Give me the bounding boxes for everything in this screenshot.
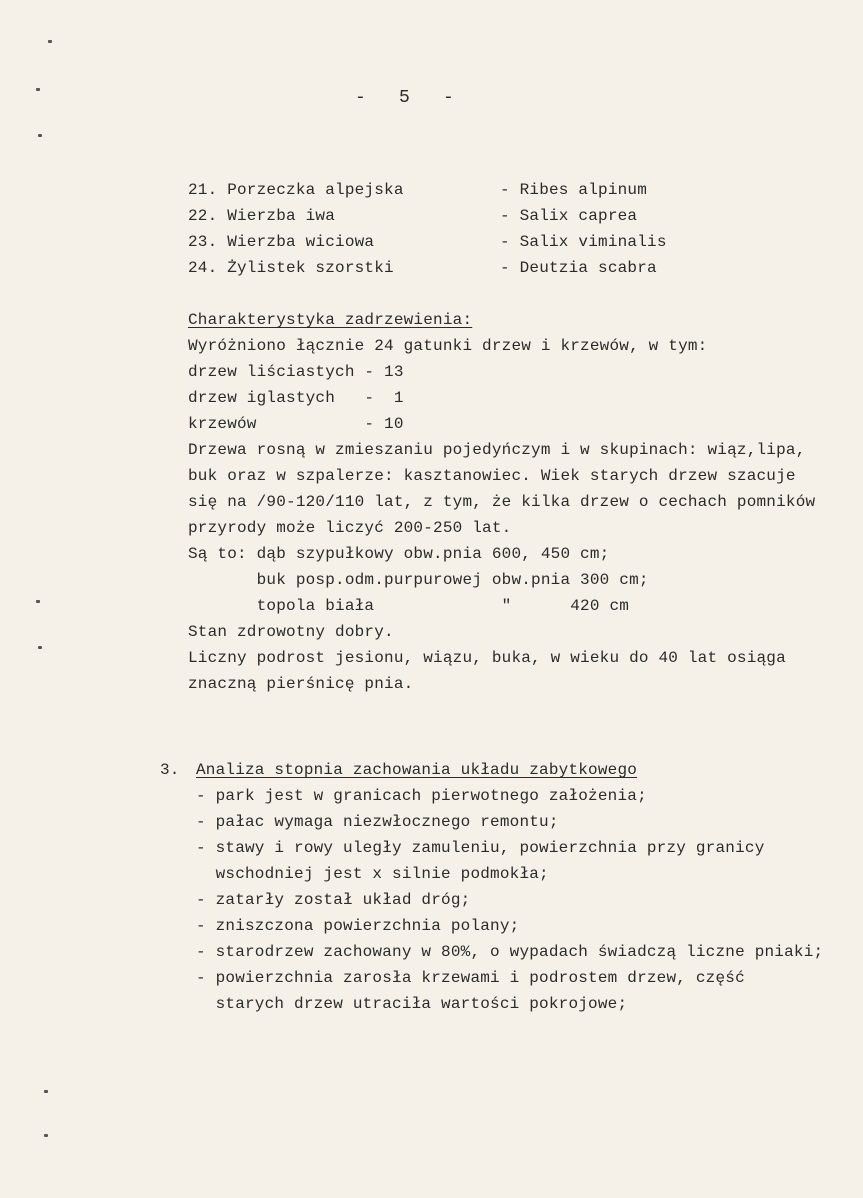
margin-mark: [44, 1134, 48, 1137]
margin-mark: [36, 88, 40, 91]
page-number: - 5 -: [355, 88, 455, 108]
species-name: 21. Porzeczka alpejska: [188, 181, 404, 199]
text-line: się na /90-120/110 lat, z tym, że kilka drzew o cechach pomników: [188, 493, 816, 511]
text-line: Są to: dąb szypułkowy obw.pnia 600, 450 cm;: [188, 545, 610, 563]
bullet-line: starych drzew utraciła wartości pokrojowe;: [196, 995, 628, 1013]
text-line: Wyróżniono łącznie 24 gatunki drzew i krzewów, w tym:: [188, 337, 708, 355]
species-name: 22. Wierzba iwa: [188, 207, 336, 225]
characteristics-heading: Charakterystyka zadrzewienia:: [188, 311, 473, 329]
species-latin: - Deutzia scabra: [500, 259, 657, 277]
bullet-line: - powierzchnia zarosła krzewami i podrostem drzew, część: [196, 969, 745, 987]
species-name: 23. Wierzba wiciowa: [188, 233, 375, 251]
species-name: 24. Żylistek szorstki: [188, 259, 394, 277]
bullet-line: - zniszczona powierzchnia polany;: [196, 917, 520, 935]
section-number: 3.: [160, 761, 180, 779]
section-heading: Analiza stopnia zachowania układu zabytkowego: [196, 761, 638, 779]
text-line: Stan zdrowotny dobry.: [188, 623, 394, 641]
species-latin: - Salix caprea: [500, 207, 638, 225]
margin-mark: [36, 600, 40, 603]
species-latin: - Salix viminalis: [500, 233, 667, 251]
text-line: krzewów - 10: [188, 415, 404, 433]
margin-mark: [44, 1090, 48, 1093]
text-line: drzew liściastych - 13: [188, 363, 404, 381]
text-line: przyrody może liczyć 200-250 lat.: [188, 519, 512, 537]
margin-mark: [38, 134, 42, 137]
bullet-line: - stawy i rowy uległy zamuleniu, powierzchnia przy granicy: [196, 839, 765, 857]
bullet-line: - pałac wymaga niezwłocznego remontu;: [196, 813, 559, 831]
bullet-line: - starodrzew zachowany w 80%, o wypadach świadczą liczne pniaki;: [196, 943, 824, 961]
text-line: znaczną pierśnicę pnia.: [188, 675, 414, 693]
text-line: buk posp.odm.purpurowej obw.pnia 300 cm;: [188, 571, 649, 589]
text-line: buk oraz w szpalerze: kasztanowiec. Wiek starych drzew szacuje: [188, 467, 796, 485]
bullet-line: - zatarły został układ dróg;: [196, 891, 471, 909]
text-line: drzew iglastych - 1: [188, 389, 404, 407]
text-line: Liczny podrost jesionu, wiązu, buka, w wieku do 40 lat osiąga: [188, 649, 786, 667]
margin-mark: [48, 40, 52, 43]
text-line: topola biała " 420 cm: [188, 597, 630, 615]
text-line: Drzewa rosną w zmieszaniu pojedyńczym i w skupinach: wiąz,lipa,: [188, 441, 806, 459]
bullet-line: wschodniej jest x silnie podmokła;: [196, 865, 549, 883]
margin-mark: [38, 646, 42, 649]
bullet-line: - park jest w granicach pierwotnego założenia;: [196, 787, 647, 805]
species-latin: - Ribes alpinum: [500, 181, 648, 199]
